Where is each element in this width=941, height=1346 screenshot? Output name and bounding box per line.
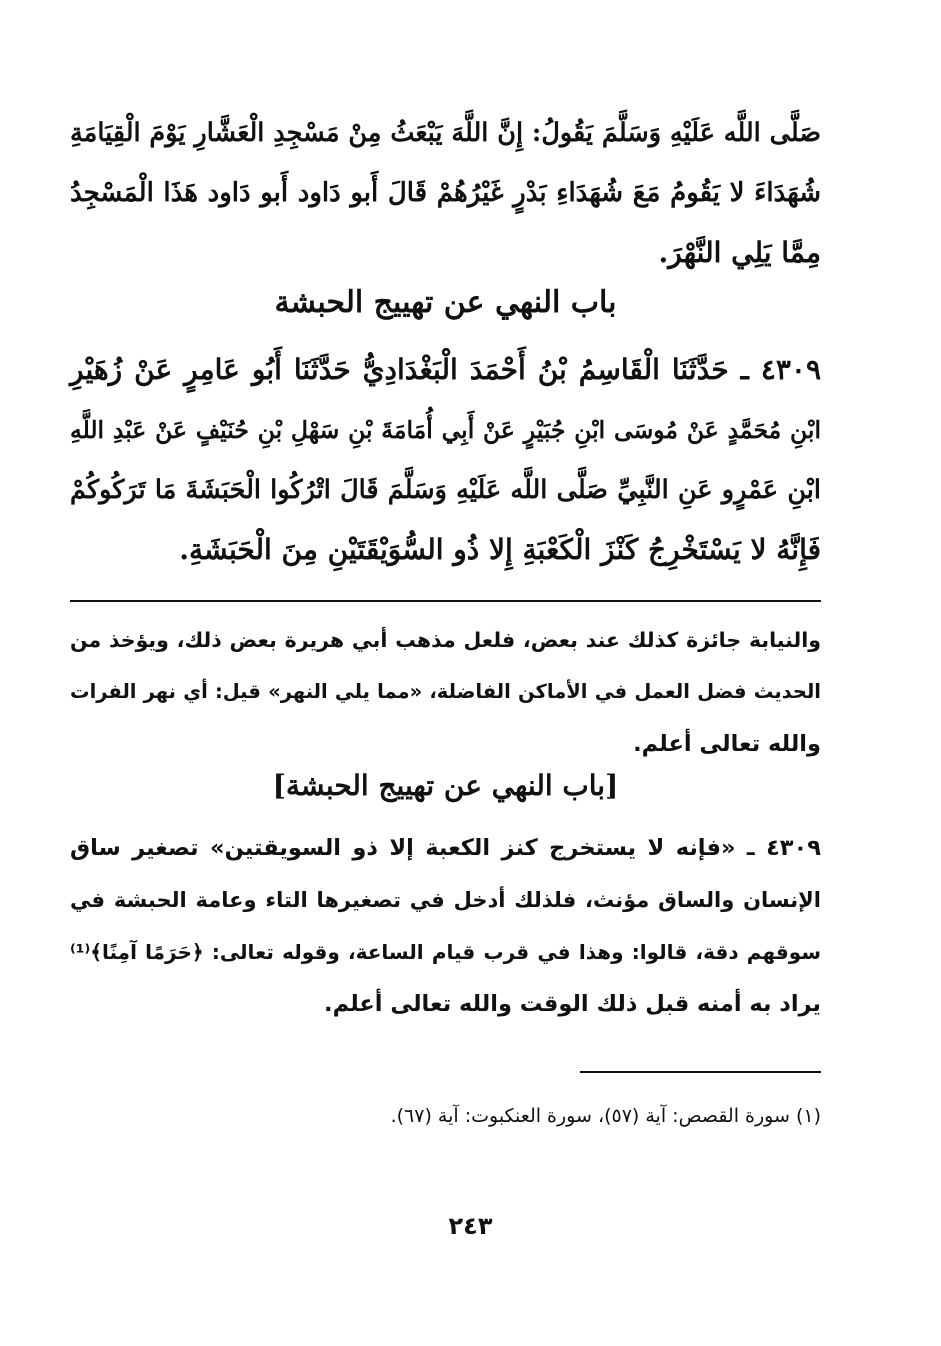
- commentary-intro: [70, 614, 821, 770]
- hadith-line: فَإِنَّهُ لا يَسْتَخْرِجُ كَنْزَ الْكَعْبَةِ إِلا ذُو السُّوَيْقَتَيْنِ مِنَ الْحَبَشَةِ.: [179, 533, 821, 566]
- section-divider: [70, 600, 821, 602]
- commentary-line: الحديث فضل العمل في الأماكن الفاضلة، «مما يلي النهر» قيل: أي نهر الفرات: [70, 680, 821, 703]
- commentary-4309: [70, 822, 821, 1030]
- matn-line: مِمَّا يَلِي النَّهْرَ.: [658, 236, 821, 269]
- hadith-line: ابْنِ عَمْرٍو عَنِ النَّبِيِّ صَلَّى اللَّه عَلَيْهِ وَسَلَّمَ قَالَ اتْرُكُوا الْحَبَشَةَ مَا تَرَكُوكُمْ: [70, 475, 821, 505]
- hadith-4309: [70, 340, 821, 580]
- chapter-heading: باب النهي عن تهييج الحبشة: [274, 285, 617, 320]
- matn-line: شُهَدَاءَ لا يَقُومُ مَعَ شُهَدَاءِ بَدْرٍ غَيْرُهُمْ قَالَ أَبو دَاود أَبو دَاود هَذَا الْمَسْجِدُ: [70, 178, 821, 208]
- footnote: (١) سورة القصص: آية (٥٧)، سورة العنكبوت: آية (٦٧).: [390, 1105, 821, 1127]
- commentary-chapter-heading: [باب النهي عن تهييج الحبشة]: [272, 769, 619, 802]
- commentary-line: الإنسان والساق مؤنث، فلذلك أدخل في تصغيرها التاء وعامة الحبشة في: [70, 888, 821, 912]
- commentary-line: ٤٣٠٩ ـ «فإنه لا يستخرج كنز الكعبة إلا ذو السويقتين» تصغير ساق: [70, 835, 821, 861]
- hadith-line: ابْنِ مُحَمَّدٍ عَنْ مُوسَى ابْنِ جُبَيْرٍ عَنْ أَبِي أُمَامَةَ بْنِ سَهْلِ بْنِ حُنَيْفٍ عَنْ عَبْدِ اللَّهِ: [70, 416, 821, 444]
- matn-continuation: [70, 103, 821, 283]
- commentary-line: والنيابة جائزة كذلك عند بعض، فلعل مذهب أبي هريرة بعض ذلك، ويؤخذ من: [70, 628, 821, 652]
- commentary-line: والله تعالى أعلم.: [633, 731, 821, 757]
- matn-line: صَلَّى اللَّه عَلَيْهِ وَسَلَّمَ يَقُولُ: إِنَّ اللَّهَ يَبْعَثُ مِنْ مَسْجِدِ الْعَشَّارِ يَوْمَ الْقِيَامَةِ: [70, 118, 821, 148]
- hadith-line: ٤٣٠٩ ـ حَدَّثَنَا الْقَاسِمُ بْنُ أَحْمَدَ الْبَغْدَادِيُّ حَدَّثَنَا أَبُو عَامِرٍ عَنْ زُهَيْرِ: [70, 353, 821, 386]
- footnote-divider: [580, 1071, 821, 1073]
- commentary-line: يراد به أمنه قبل ذلك الوقت والله تعالى أعلم.: [324, 991, 821, 1017]
- page-number: ٢٤٣: [448, 1212, 493, 1240]
- commentary-line: سوقهم دقة، قالوا: وهذا في قرب قيام الساعة، وقوله تعالى: ﴿حَرَمًا آمِنًا﴾⁽¹⁾: [70, 940, 821, 964]
